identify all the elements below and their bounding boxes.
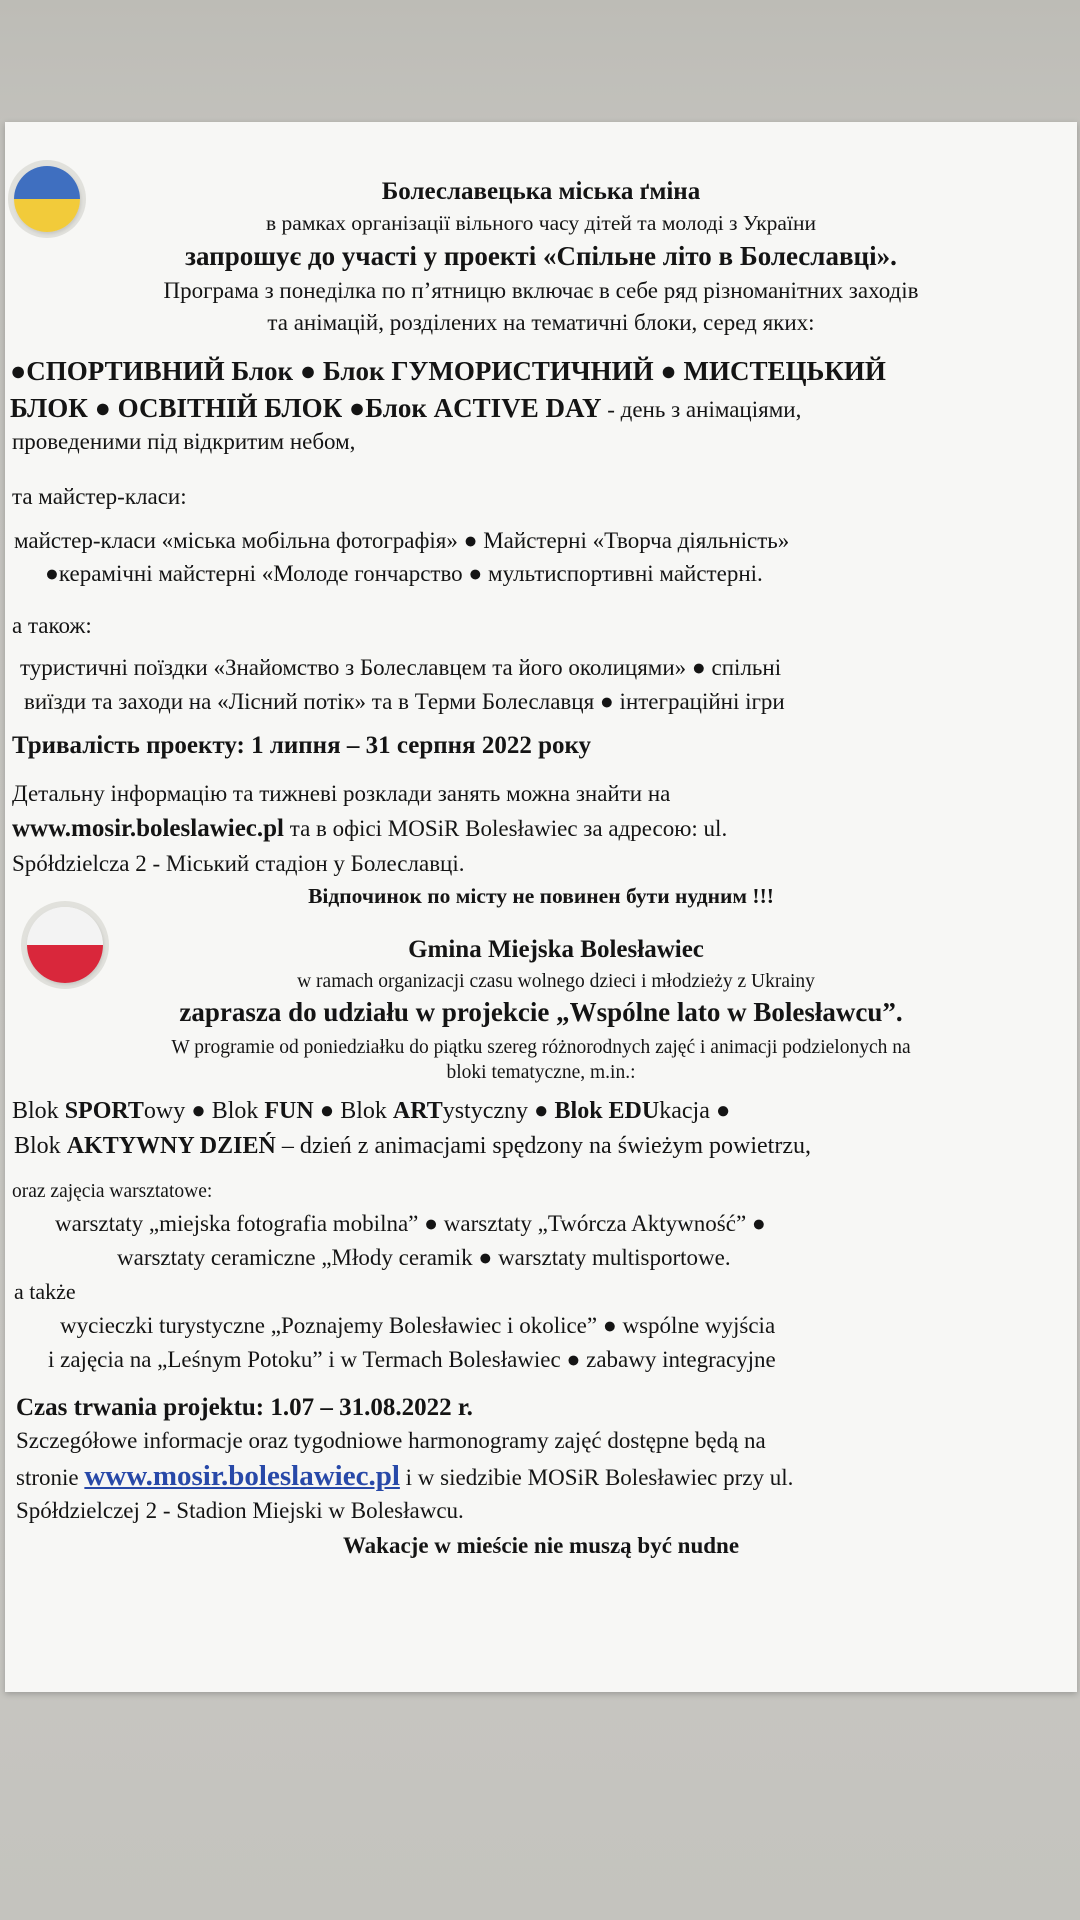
pl-invite: zaprasza do udziału w projekcie „Wspólne lato w Bolesławcu”.: [179, 997, 903, 1027]
pl-website-link[interactable]: www.mosir.boleslawiec.pl: [84, 1460, 400, 1492]
pl-blocks-line-1-segment: Blok EDU: [554, 1098, 660, 1124]
ua-subtitle: в рамках організації вільного часу дітей та молоді з України: [266, 211, 816, 235]
pl-program-line-2: bloki tematyczne, m.in.:: [446, 1062, 636, 1083]
pl-program-line-1: W programie od poniedziałku do piątku szereg różnorodnych zajęć i animacji podzielonych na: [171, 1037, 911, 1058]
pl-closing: Wakacje w mieście nie muszą być nudne: [342, 1533, 740, 1558]
ua-workshops-line-2: ●керамічні майстерні «Молоде гончарство ● мультиспортивні майстерні.: [45, 561, 763, 586]
pl-blocks-line-2-segment: – dzień z animacjami spędzony na świeżym powietrzu,: [275, 1133, 811, 1159]
ua-invite: запрошує до участі у проекті «Спільне літо в Болеславці».: [185, 241, 897, 271]
pl-blocks-line-1-segment: kacja ●: [659, 1098, 731, 1124]
pl-also-label: a także: [14, 1279, 76, 1304]
ua-program-line-2: та анімацій, розділених на тематичні блоки, серед яких:: [267, 310, 815, 335]
pl-blocks-line-1-segment: Blok: [12, 1098, 65, 1124]
pl-details-line-2: [16, 1462, 793, 1492]
pl-blocks-line-2-segment: Blok: [14, 1133, 67, 1159]
ua-blocks-line-2: [10, 394, 801, 424]
pl-subtitle: w ramach organizacji czasu wolnego dzieci i młodzieży z Ukrainy: [297, 971, 815, 992]
ua-blocks-line-1: ●СПОРТИВНИЙ Блок ● Блок ГУМОРИСТИЧНИЙ ● МИСТЕЦЬКИЙ: [10, 356, 886, 386]
pl-blocks-line-1-segment: ystyczny ●: [442, 1098, 555, 1124]
pl-blocks-line-1-segment: owy ● Blok: [143, 1098, 265, 1124]
pl-workshops-line-2: warsztaty ceramiczne „Młody ceramik ● warsztaty multisportowe.: [117, 1245, 731, 1270]
ua-workshops-line-1: майстер-класи «міська мобільна фотографія» ● Майстерні «Творча діяльність»: [14, 528, 790, 553]
ua-blocks-line-2-rest: - день з анімаціями,: [601, 397, 802, 422]
pl-trips-line-2: i zajęcia na „Leśnym Potoku” i w Termach Bolesławiec ● zabawy integracyjne: [48, 1347, 776, 1372]
pl-details-line-1: Szczegółowe informacje oraz tygodniowe harmonogramy zajęć dostępne będą na: [16, 1428, 766, 1453]
ua-closing: Відпочинок по місту не повинен бути нудним !!!: [308, 884, 774, 908]
pl-blocks-line-1-segment: SPORT: [64, 1098, 144, 1124]
pl-details-line-2-start: stronie: [16, 1465, 85, 1490]
pl-duration: Czas trwania projektu: 1.07 – 31.08.2022 r.: [16, 1394, 473, 1421]
pl-blocks-line-2-segment: AKTYWNY DZIEŃ: [66, 1133, 276, 1159]
ua-website-link[interactable]: www.mosir.boleslawiec.pl: [12, 815, 284, 842]
ua-program-line-1: Програма з понеділка по п’ятницю включає в себе ряд різноманітних заходів: [163, 278, 919, 303]
ua-trips-line-2: виїзди та заходи на «Лісний потік» та в Терми Болеславця ● інтеграційні ігри: [24, 689, 785, 714]
ua-blocks-line-3: проведеними під відкритим небом,: [12, 429, 356, 454]
ua-trips-line-1: туристичні поїздки «Знайомство з Болеславцем та його околицями» ● спільні: [20, 655, 782, 680]
flyer-paper: [5, 122, 1077, 1692]
pl-workshops-label: oraz zajęcia warsztatowe:: [12, 1181, 213, 1202]
pl-blocks-line-1: [12, 1097, 730, 1125]
ua-title: Болеславецька міська ґміна: [381, 178, 701, 205]
pl-details-line-3: Spółdzielczej 2 - Stadion Miejski w Bolesławcu.: [16, 1498, 464, 1523]
pl-trips-line-1: wycieczki turystyczne „Poznajemy Bolesławiec i okolice” ● wspólne wyjścia: [60, 1313, 776, 1338]
pl-details-line-2-rest: i w siedzibie MOSiR Bolesławiec przy ul.: [399, 1465, 794, 1490]
pl-blocks-line-2: [14, 1132, 811, 1160]
ua-duration: Тривалість проекту: 1 липня – 31 серпня 2022 року: [12, 732, 592, 759]
pl-blocks-line-1-segment: ● Blok: [313, 1098, 393, 1124]
ua-details-line-1: Детальну інформацію та тижневі розклади занять можна знайти на: [12, 781, 671, 806]
ua-also-label: а також:: [12, 613, 92, 638]
pl-blocks-line-1-segment: ART: [392, 1098, 443, 1124]
ua-details-line-2: [12, 815, 727, 843]
pl-title: Gmina Miejska Bolesławiec: [408, 936, 704, 963]
ua-details-line-2-rest: та в офісі MOSiR Bolesławiec за адресою: ul.: [284, 816, 728, 841]
ua-details-line-3: Spółdzielcza 2 - Міський стадіон у Болеславці.: [12, 851, 465, 876]
ua-blocks-line-2-bold: БЛОК ● ОСВІТНІЙ БЛОК ●Блок ACTIVE DAY: [10, 393, 602, 423]
pl-workshops-line-1: warsztaty „miejska fotografia mobilna” ● warsztaty „Twórcza Aktywność” ●: [55, 1211, 766, 1236]
pl-blocks-line-1-segment: FUN: [264, 1098, 314, 1124]
ua-workshops-label: та майстер-класи:: [12, 484, 187, 509]
